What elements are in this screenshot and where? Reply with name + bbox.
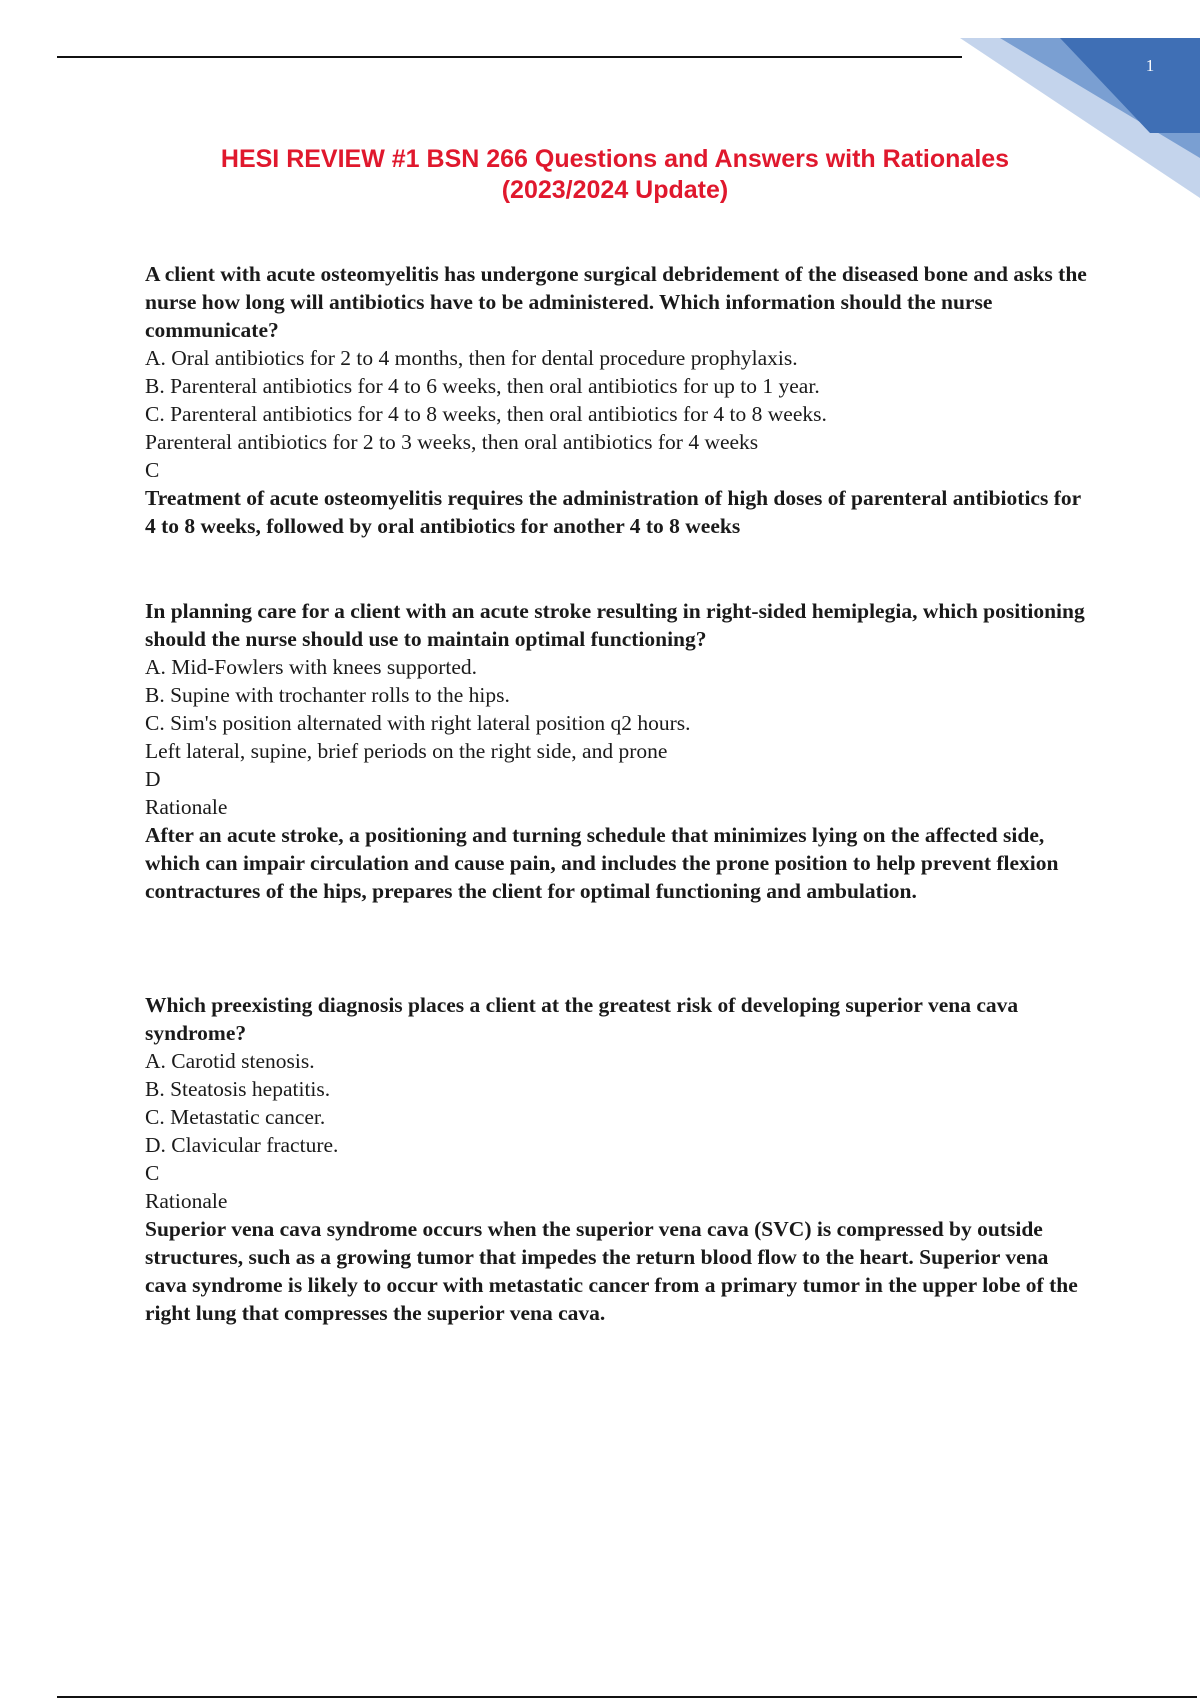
page-number: 1 bbox=[1145, 56, 1155, 75]
answer-option: B. Supine with trochanter rolls to the hips. bbox=[145, 683, 510, 707]
answer-option: A. Carotid stenosis. bbox=[145, 1049, 315, 1073]
spacer bbox=[145, 905, 1095, 991]
question-block-2 bbox=[145, 597, 1095, 905]
header-rule bbox=[57, 56, 962, 58]
answer-option: D. Clavicular fracture. bbox=[145, 1133, 339, 1157]
answer-option: Parenteral antibiotics for 2 to 3 weeks, then oral antibiotics for 4 weeks bbox=[145, 430, 759, 454]
question-block-1 bbox=[145, 260, 1095, 540]
correct-answer: C bbox=[145, 1161, 160, 1185]
rationale-label: Rationale bbox=[145, 795, 228, 819]
rationale-text: Treatment of acute osteomyelitis requires the administration of high doses of parenteral antibiotics for 4 to 8 weeks, followed by oral antibiotics for another 4 to 8 weeks bbox=[145, 486, 1081, 538]
rationale-text: Superior vena cava syndrome occurs when the superior vena cava (SVC) is compressed by outside structures, such as a growing tumor that impedes the return blood flow to the heart. Superior vena cava syndrome is likely to occur with metastatic cancer from a primary tumor in the upper lobe of the right lung that compresses the superior vena cava. bbox=[145, 1217, 1078, 1325]
answer-option: A. Oral antibiotics for 2 to 4 months, then for dental procedure prophylaxis. bbox=[145, 346, 798, 370]
rationale-text: After an acute stroke, a positioning and turning schedule that minimizes lying on the affected side, which can impair circulation and cause pain, and includes the prone position to help prevent flexion contractures of the hips, prepares the client for optimal functioning and ambulation. bbox=[145, 823, 1059, 903]
answer-option: B. Steatosis hepatitis. bbox=[145, 1077, 331, 1101]
document-title bbox=[145, 144, 1085, 206]
question-text: In planning care for a client with an acute stroke resulting in right-sided hemiplegia, which positioning should the nurse should use to maintain optimal functioning? bbox=[145, 599, 1085, 651]
footer-rule bbox=[57, 1696, 1197, 1698]
question-text: Which preexisting diagnosis places a client at the greatest risk of developing superior vena cava syndrome? bbox=[145, 993, 1019, 1045]
answer-option: Left lateral, supine, brief periods on the right side, and prone bbox=[145, 739, 668, 763]
answer-option: C. Sim's position alternated with right lateral position q2 hours. bbox=[145, 711, 691, 735]
question-block-3 bbox=[145, 991, 1095, 1327]
rationale-label: Rationale bbox=[145, 1189, 228, 1213]
question-text: A client with acute osteomyelitis has undergone surgical debridement of the diseased bone and asks the nurse how long will antibiotics have to be administered. Which information should the nurse communicate? bbox=[145, 262, 1087, 342]
answer-option: A. Mid-Fowlers with knees supported. bbox=[145, 655, 478, 679]
title-line-2: (2023/2024 Update) bbox=[501, 176, 729, 204]
answer-option: C. Metastatic cancer. bbox=[145, 1105, 326, 1129]
answer-option: C. Parenteral antibiotics for 4 to 8 weeks, then oral antibiotics for 4 to 8 weeks. bbox=[145, 402, 827, 426]
correct-answer: C bbox=[145, 458, 160, 482]
document-body bbox=[145, 260, 1095, 1327]
spacer bbox=[145, 540, 1095, 597]
correct-answer: D bbox=[145, 767, 161, 791]
title-line-1: HESI REVIEW #1 BSN 266 Questions and Answers with Rationales bbox=[220, 145, 1010, 173]
answer-option: B. Parenteral antibiotics for 4 to 6 weeks, then oral antibiotics for up to 1 year. bbox=[145, 374, 820, 398]
